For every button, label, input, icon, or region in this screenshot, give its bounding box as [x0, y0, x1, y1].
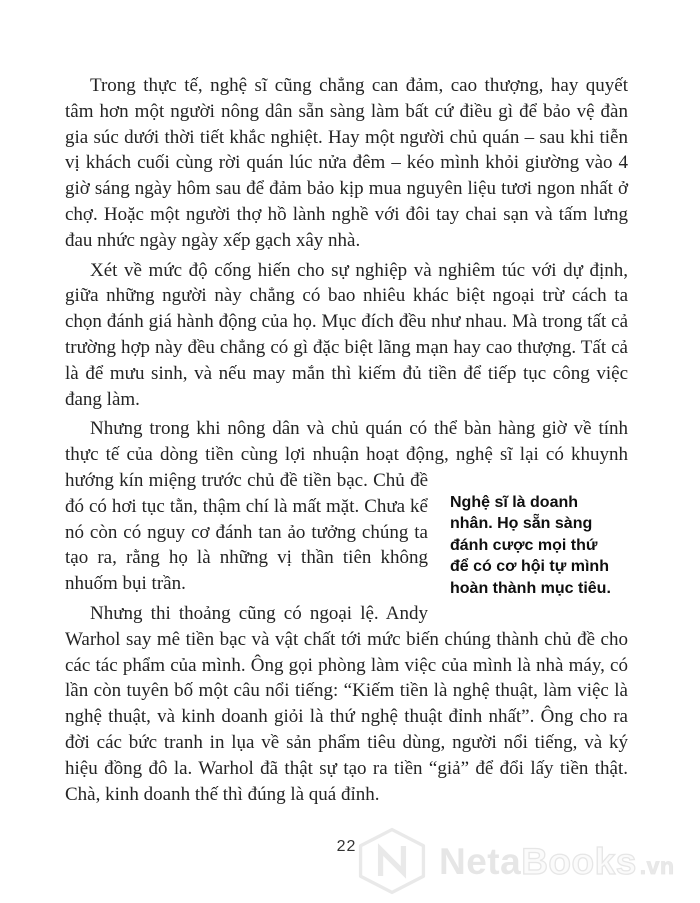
- paragraph-3-before-quote: Nhưng trong khi nông dân và chủ quán có thể bàn hàng giờ về tính thực tế của dòng tiền cùng lợi nhuận hoạt động, nghệ sĩ lại có khuynh: [65, 418, 628, 466]
- page-number: 22: [336, 838, 357, 855]
- pull-quote-line: đánh cược mọi thứ: [450, 536, 598, 554]
- watermark-domain: .vn: [639, 852, 675, 879]
- pull-quote-line: nhân. Họ sẵn sàng: [450, 515, 593, 533]
- pull-quote-line: Nghệ sĩ là doanh: [450, 493, 579, 511]
- paragraph-3: [65, 416, 628, 597]
- netabooks-watermark: [352, 826, 675, 896]
- pull-quote-line: để có cơ hội tự mình: [450, 558, 609, 576]
- watermark-brand-prefix: Neta: [439, 840, 522, 882]
- paragraph-4: Nhưng thi thoảng cũng có ngoại lệ. Andy Warhol say mê tiền bạc và vật chất tới mức biến chúng thành chủ đề cho các tác phẩm của mình. Ông gọi phòng làm việc của mình là nhà máy, có lần còn tuyên bố một câu nổi tiếng: “Kiếm tiền là nghệ thuật, làm việc là nghệ thuật, và kinh doanh giỏi là thứ nghệ thuật đỉnh nhất”. Ông cho ra đời các bức tranh in lụa về sản phẩm tiêu dùng, người nổi tiếng, và ký hiệu đồng đô la. Warhol đã thật sự tạo ra tiền “giả” để đổi lấy tiền thật. Chà, kinh doanh thế thì đúng là quá đỉnh.: [65, 602, 628, 805]
- page-body-text: [65, 73, 628, 807]
- netabooks-hexagon-n-logo-icon: [352, 826, 432, 896]
- pull-quote: [450, 492, 628, 600]
- paragraph-3-after-quote: hướng kín miệng trước chủ đề tiền bạc. Chủ đề đó có hơi tục tằn, thậm chí là mất mặt. Chưa kể nó còn có nguy cơ đánh tan ảo tưởng chúng ta tạo ra, rằng họ là những vị thần tiên không nhuốm bụi trần.: [65, 469, 428, 595]
- pull-quote-line: hoàn thành mục tiêu.: [450, 579, 611, 597]
- watermark-brand-suffix: Books: [521, 840, 637, 882]
- paragraph-1: Trong thực tế, nghệ sĩ cũng chẳng can đảm, cao thượng, hay quyết tâm hơn một người nông dân sẵn sàng làm bất cứ điều gì để bảo vệ đàn gia súc dưới thời tiết khắc nghiệt. Hay một người chủ quán – sau khi tiễn vị khách cuối cùng rời quán lúc nửa đêm – kéo mình khỏi giường vào 4 giờ sáng ngày hôm sau để đảm bảo kịp mua nguyên liệu tươi ngon nhất ở chợ. Hoặc một người thợ hồ lành nghề với đôi tay chai sạn và tấm lưng đau nhức ngày ngày xếp gạch xây nhà.: [65, 75, 628, 251]
- paragraph-2: Xét về mức độ cống hiến cho sự nghiệp và nghiêm túc với dự định, giữa những người này chẳng có bao nhiêu khác biệt ngoại trừ cách ta chọn đánh giá hành động của họ. Mục đích đều như nhau. Mà trong tất cả trường hợp này đều chẳng có gì đặc biệt lãng mạn hay cao thượng. Tất cả là để mưu sinh, và nếu may mắn thì kiếm đủ tiền để tiếp tục công việc đang làm.: [65, 259, 628, 410]
